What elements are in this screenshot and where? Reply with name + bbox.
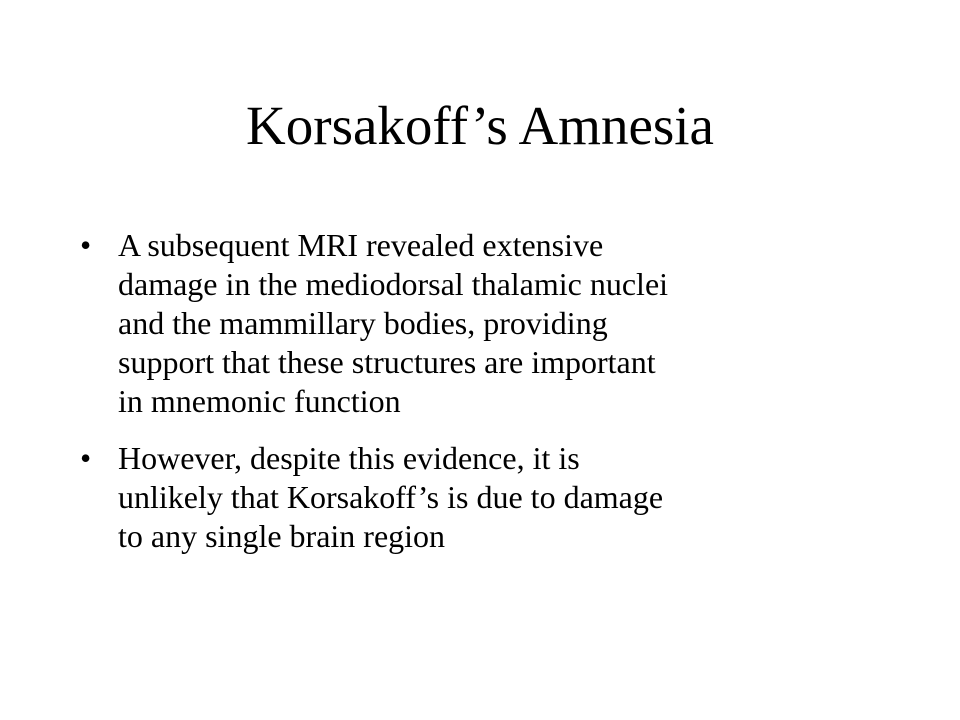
bullet-1-line-4: support that these structures are important	[118, 344, 656, 380]
bullet-2-line-3: to any single brain region	[118, 518, 446, 554]
bullet-2-line-1: However, despite this evidence, it is	[118, 440, 580, 476]
bullet-item-1	[80, 226, 920, 421]
bullet-list	[80, 226, 920, 574]
bullet-1-line-5: in mnemonic function	[118, 383, 401, 419]
bullet-1-line-1: A subsequent MRI revealed extensive	[118, 227, 604, 263]
slide-title: Korsakoff’s Amnesia	[246, 95, 714, 156]
bullet-marker: •	[80, 440, 92, 476]
bullet-marker: •	[80, 227, 92, 263]
bullet-item-2	[80, 439, 920, 556]
bullet-1-line-2: damage in the mediodorsal thalamic nuclei	[118, 266, 669, 302]
bullet-2-line-2: unlikely that Korsakoff’s is due to damage	[118, 479, 664, 515]
bullet-1-line-3: and the mammillary bodies, providing	[118, 305, 608, 341]
